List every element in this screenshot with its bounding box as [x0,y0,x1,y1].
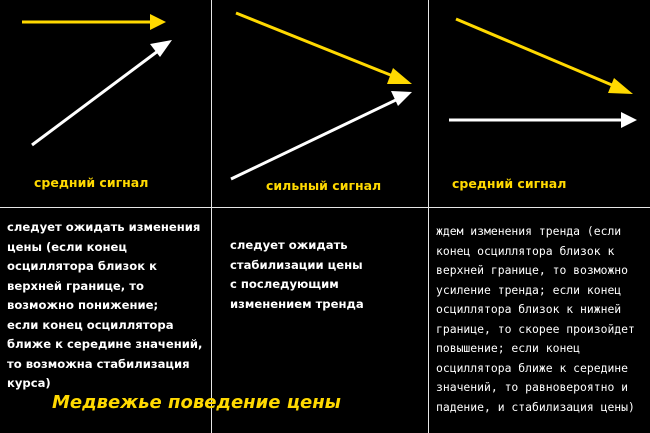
description-line: осциллятора близок к нижней [436,302,622,316]
description-line: возможно понижение; [7,298,159,312]
description-line: осциллятора близок к [7,259,158,273]
panel-2-oscillator-arrow [231,91,412,179]
panel-1-price-arrow [22,14,166,30]
description-line: то возможна стабилизация [7,356,190,371]
description-line: изменением тренда [230,296,364,311]
description-line: ждем изменения тренда (если [436,224,622,238]
description-line: границе, то скорее произойдет [436,321,635,336]
description-line: следует ожидать [230,238,348,252]
panel-1-signal-label: средний сигнал [34,175,149,190]
description-line: усиление тренда; если конец [436,282,622,297]
footer-title: Медвежье поведение цены [52,392,341,413]
description-line: верхней границе, то возможно [436,263,629,277]
description-line: повышение; если конец [436,341,581,355]
panel-1-description [7,218,202,394]
description-line: стабилизации цены [230,257,363,272]
panel-3-price-arrow [456,19,633,94]
panel-2-price-arrow [236,13,412,84]
panel-3-description [436,222,635,417]
description-line: если конец осциллятора [7,317,174,332]
panel-2-description [230,236,364,314]
description-line: цены (если конец [7,239,127,254]
description-line: осциллятора ближе к середине [436,360,629,375]
description-line: курса) [7,376,51,390]
description-line: конец осциллятора близок к [436,243,615,258]
description-line: с последующим [230,277,339,291]
description-line: ближе к середине значений, [7,337,203,351]
description-line: падение, и стабилизация цены) [436,399,635,414]
description-line: значений, то равновероятно и [436,380,629,394]
panel-3-signal-label: средний сигнал [452,176,567,191]
panel-2-signal-label: сильный сигнал [266,178,382,193]
description-line: следует ожидать изменения [7,220,201,234]
description-line: верхней границе, то [7,278,144,293]
panel-1-oscillator-arrow [32,40,172,145]
panel-3-oscillator-arrow [449,112,637,128]
